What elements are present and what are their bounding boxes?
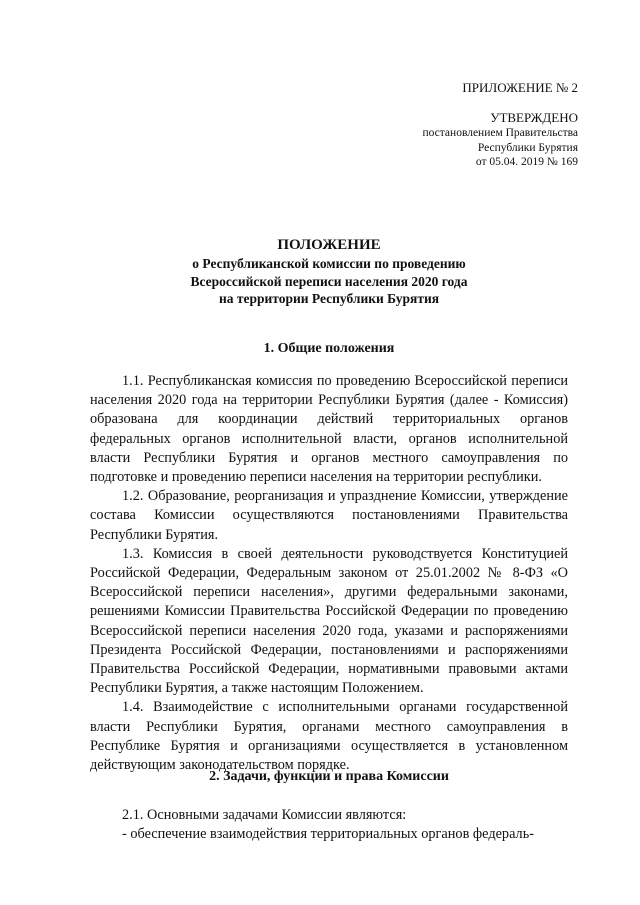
title-line-2: Всероссийской переписи населения 2020 года	[190, 273, 468, 289]
paragraph-1-4: 1.4. Взаимодействие с исполнительными органами государственной власти Республики Бурятия, органами местного самоуправления в Республике Бурятия и организациями осуществляется в установленном действующим законодательством порядке.	[90, 699, 568, 774]
section-1-heading: 1. Общие положения	[263, 341, 395, 356]
approved-label: УТВЕРЖДЕНО	[490, 110, 578, 125]
title-line-1: о Республиканской комиссии по проведению	[192, 256, 466, 271]
section-2-heading: 2. Задачи, функции и права Комиссии	[209, 769, 449, 784]
paragraph-1-1: 1.1. Республиканская комиссия по проведению Всероссийской переписи населения 2020 года на территории Республики Бурятия (далее - Комиссия) образована для координации действий территориальных органов федеральных органов исполнительной власти, органов исполнительной власти Республики Бурятия и органов местного самоуправления по подготовке и проведению переписи населения на территории республики.	[90, 373, 568, 486]
section-1-body	[90, 372, 568, 775]
approved-by-line-1: постановлением Правительства	[422, 127, 578, 139]
approval-stamp	[422, 110, 578, 170]
approved-by-line-2: Республики Бурятия	[477, 141, 578, 154]
section-2-body	[90, 806, 568, 844]
paragraph-1-2: 1.2. Образование, реорганизация и упразднение Комиссии, утверждение состава Комиссии осуществляются постановлениями Правительства Республики Бурятия.	[90, 488, 568, 543]
approved-date: от 05.04. 2019 № 169	[475, 156, 578, 168]
title-main: ПОЛОЖЕНИЕ	[277, 237, 381, 253]
title-line-3: на территории Республики Бурятия	[218, 291, 440, 306]
appendix-label: ПРИЛОЖЕНИЕ № 2	[462, 80, 578, 95]
paragraph-1-3: 1.3. Комиссия в своей деятельности руководствуется Конституцией Российской Федерации, Федеральным законом от 25.01.2002 № 8-ФЗ «О Всероссийской переписи населения», другими федеральными законами, решениями Комиссии Правительства Российской Федерации по проведению Всероссийской переписи населения 2020 года, указами и распоряжениями Президента Российской Федерации, постановлениями и распоряжениями Правительства Российской Федерации, нормативными правовыми актами Республики Бурятия, а также настоящим Положением.	[90, 545, 568, 697]
paragraph-2-1: 2.1. Основными задачами Комиссии являются:	[122, 807, 407, 823]
document-title	[90, 236, 568, 308]
paragraph-2-1-item-a: - обеспечение взаимодействия территориальных органов федераль-	[122, 826, 534, 843]
